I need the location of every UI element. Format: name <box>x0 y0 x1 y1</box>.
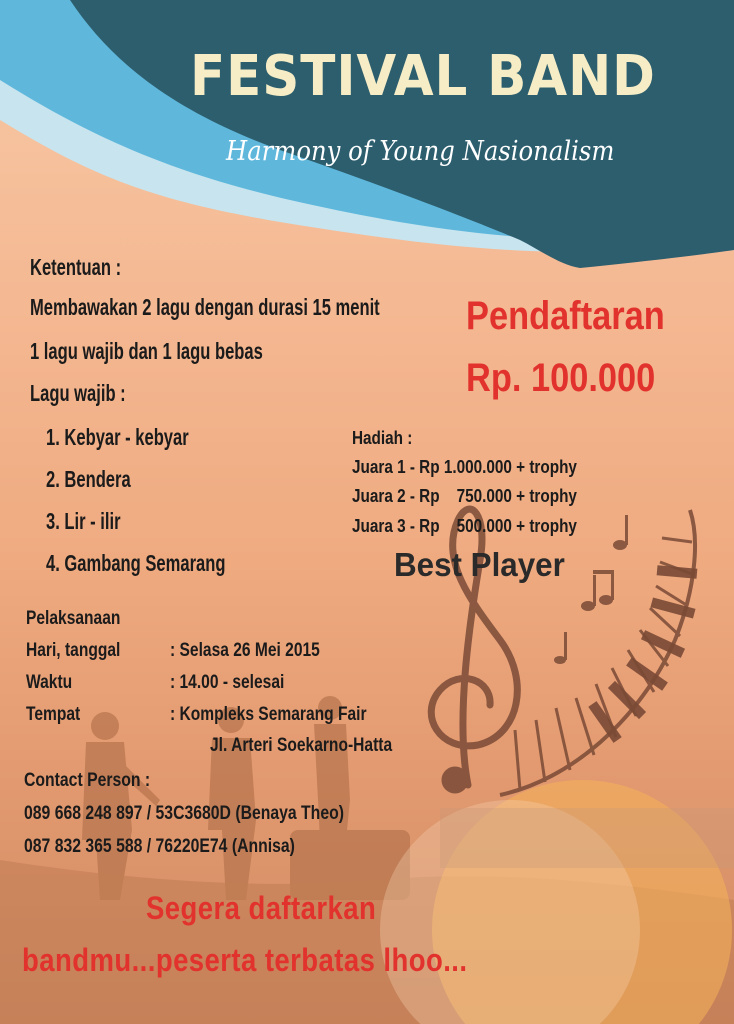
mandatory-song: 1. Kebyar - kebyar <box>46 424 189 450</box>
prize-item: Juara 2 - Rp 750.000 + trophy <box>352 486 577 506</box>
bottom-band-strip <box>440 808 734 868</box>
registration-label: Pendaftaran <box>466 294 665 338</box>
cta-line-2: bandmu...peserta terbatas lhoo... <box>22 942 468 978</box>
cta-line-1: Segera daftarkan <box>146 890 377 926</box>
registration-fee: Rp. 100.000 <box>466 356 656 400</box>
contact-heading: Contact Person : <box>24 770 151 791</box>
mandatory-songs-heading: Lagu wajib : <box>30 380 126 406</box>
execution-date-label: Hari, tanggal <box>26 640 121 661</box>
contact-line: 089 668 248 897 / 53C3680D (Benaya Theo) <box>24 803 344 824</box>
contact-line: 087 832 365 588 / 76220E74 (Annisa) <box>24 836 295 857</box>
execution-address-line: Jl. Arteri Soekarno-Hatta <box>210 735 393 756</box>
best-player-award: Best Player <box>394 546 565 583</box>
piano-black-keys <box>588 565 697 743</box>
requirement-duration: Membawakan 2 lagu dengan durasi 15 menit <box>30 294 380 320</box>
execution-time-label: Waktu <box>26 672 73 693</box>
festival-title: FESTIVAL BAND <box>190 44 656 109</box>
festival-subtitle: Harmony of Young Nasionalism <box>226 136 615 167</box>
mandatory-song: 2. Bendera <box>46 466 131 492</box>
execution-date-value: : Selasa 26 Mei 2015 <box>170 640 320 661</box>
mandatory-song: 3. Lir - ilir <box>46 508 121 534</box>
prizes-heading: Hadiah : <box>352 428 413 448</box>
requirements-heading: Ketentuan : <box>30 254 122 280</box>
execution-time-value: : 14.00 - selesai <box>170 672 285 693</box>
requirement-song-count: 1 lagu wajib dan 1 lagu bebas <box>30 338 263 364</box>
execution-place-value: : Kompleks Semarang Fair <box>170 704 367 725</box>
prize-item: Juara 3 - Rp 500.000 + trophy <box>352 516 577 536</box>
execution-heading: Pelaksanaan <box>26 608 121 629</box>
execution-place-label: Tempat <box>26 704 81 725</box>
mandatory-song: 4. Gambang Semarang <box>46 550 226 576</box>
music-notes <box>554 515 628 664</box>
prize-item: Juara 1 - Rp 1.000.000 + trophy <box>352 457 577 477</box>
